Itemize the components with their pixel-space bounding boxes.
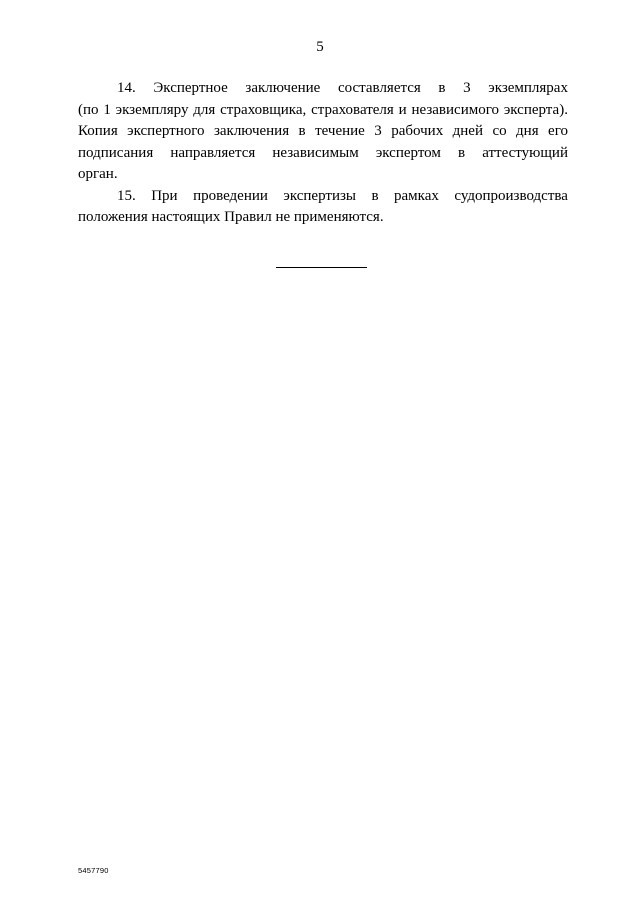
word: проведении [193,187,268,204]
paragraph-line [78,186,568,208]
word: экспертом [375,144,441,161]
word: его [548,123,568,139]
word: 14. [117,80,136,96]
word: судопроизводства [454,187,568,204]
word: дней [452,123,483,139]
word: рамках [394,187,439,204]
paragraph-line [78,143,568,165]
paragraph-line-text: положения настоящих Правил не применяются. [78,209,384,225]
word: со [492,123,507,139]
word: подписания [78,144,154,161]
word: аттестующий [482,144,568,161]
paragraph-14 [78,78,568,186]
word: независимого [411,101,499,118]
word: в [298,123,306,139]
word: 1 [103,101,111,118]
word: независимым [272,144,359,161]
paragraph-line-text [78,121,568,143]
word: направляется [170,144,256,161]
paragraph-line-text: орган. [78,166,118,182]
word: заключения [213,123,290,139]
word: При [151,187,178,204]
word: страхователя [311,101,394,118]
word: 3 [374,123,382,139]
word: (по [78,101,99,118]
word: экземпляру [115,101,189,118]
word: эксперта). [503,101,568,118]
word: в [438,80,446,96]
word: дня [516,123,539,139]
word: 15. [117,187,136,204]
end-divider-line [276,267,367,268]
word: течение [315,123,365,139]
word: в [458,144,466,161]
paragraph-line-text [117,186,568,208]
paragraph-line [78,164,568,186]
paragraph-line-text [117,78,568,100]
word: Экспертное [153,80,228,96]
paragraph-line [78,100,568,122]
word: в [371,187,379,204]
word: экспертизы [283,187,356,204]
word: страховщика, [220,101,307,118]
paragraph-line-text [78,143,568,165]
paragraph-line-text [78,100,568,122]
paragraph-line [78,121,568,143]
word: для [193,101,216,118]
word: экспертного [127,123,205,139]
paragraph-15 [78,186,568,229]
paragraph-line [78,207,568,229]
word: заключение [245,80,321,96]
document-code: 5457790 [78,866,109,875]
document-body [78,78,568,229]
word: 3 [463,80,471,96]
paragraph-line [78,78,568,100]
word: составляется [337,80,421,96]
word: и [398,101,407,118]
word: экземплярах [488,80,568,96]
word: Копия [78,123,118,139]
word: рабочих [391,123,444,139]
page-number: 5 [316,39,324,55]
